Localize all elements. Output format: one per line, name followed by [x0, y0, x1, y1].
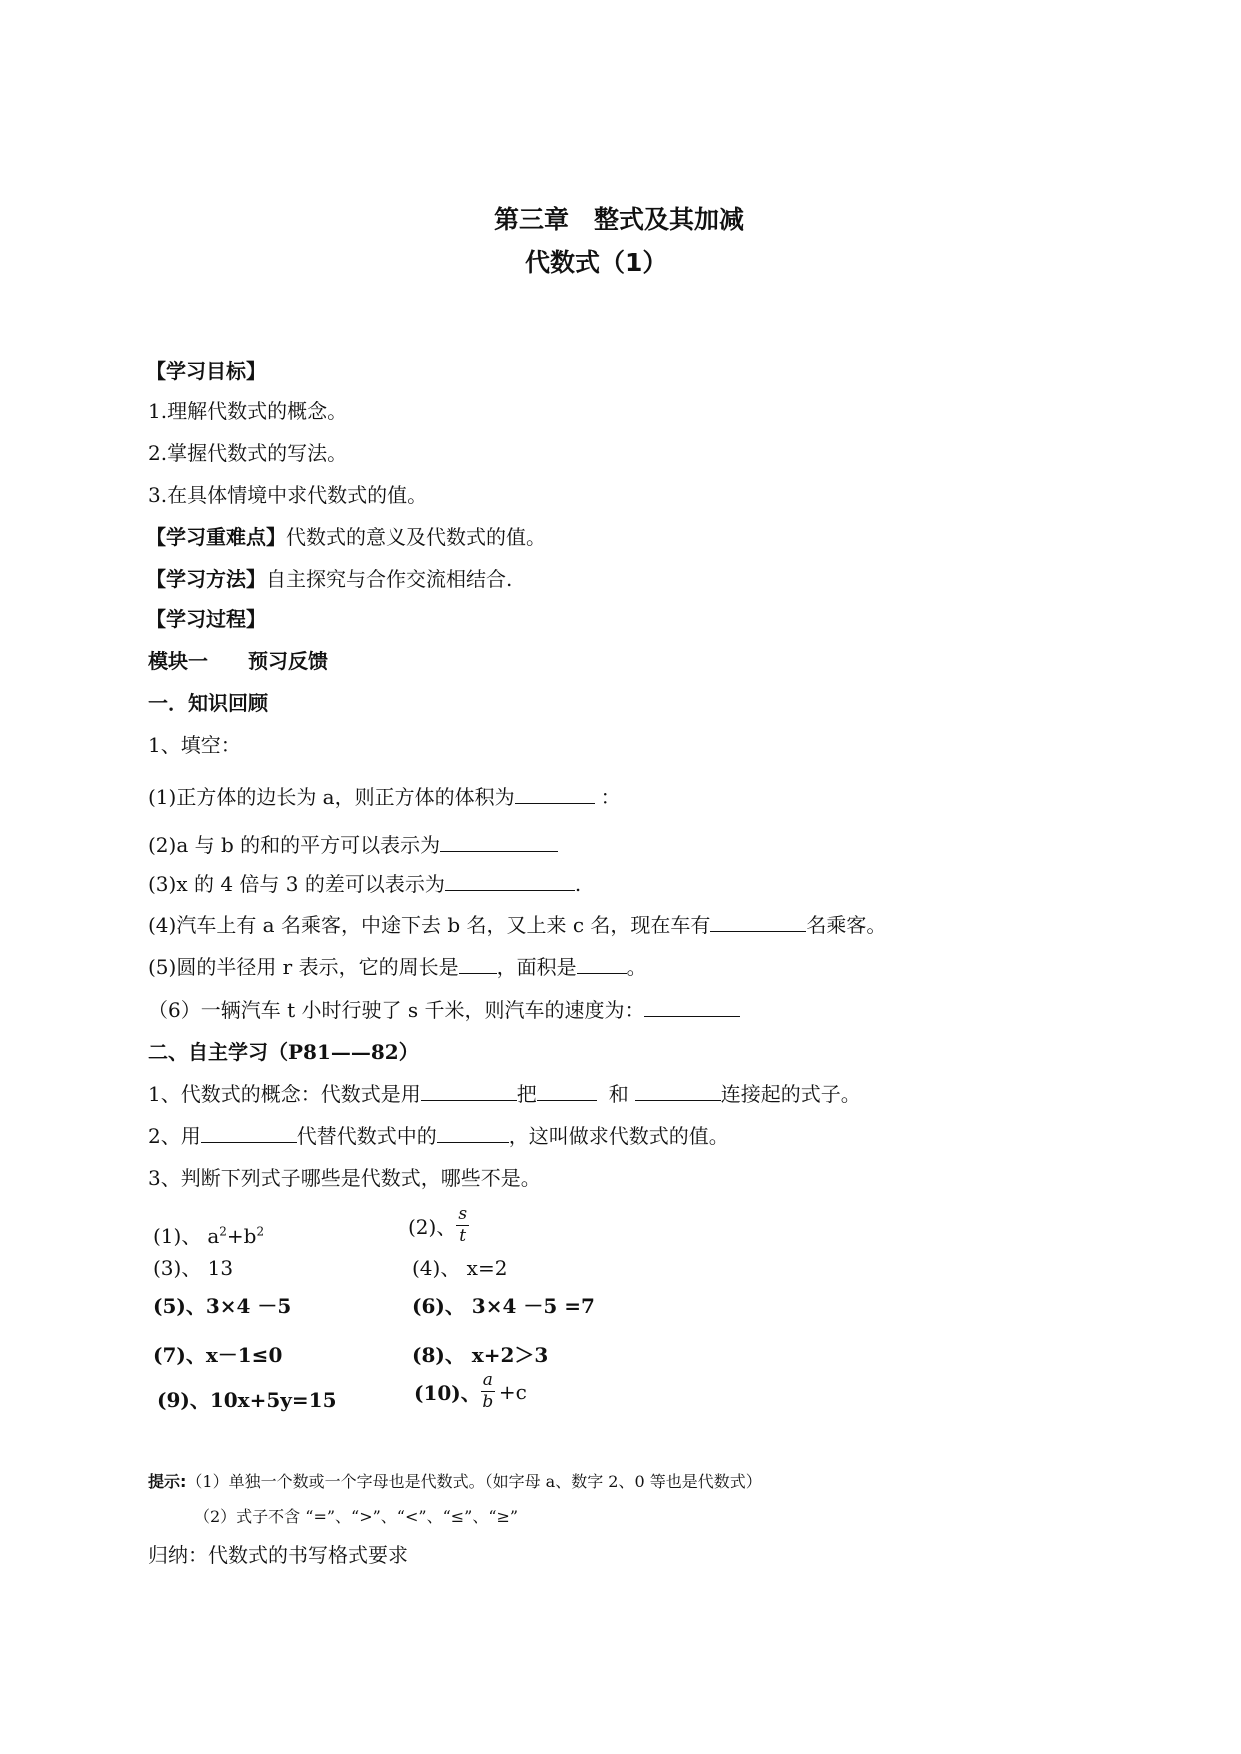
line-text: 1、代数式的概念：代数式是用 [148, 1082, 421, 1106]
evaluate-line [148, 1120, 729, 1149]
expression-2 [408, 1206, 469, 1245]
objective-item: 3.在具体情境中求代数式的值。 [148, 483, 428, 507]
section2-heading: 二、自主学习（P81——82） [148, 1040, 419, 1064]
study-method [146, 563, 512, 592]
answer-blank[interactable] [644, 998, 740, 1017]
chapter-title: 第三章 整式及其加减 [494, 205, 745, 234]
study-method-label: 【学习方法】 [146, 567, 266, 591]
objective-item: 1.理解代数式的概念。 [148, 399, 348, 423]
lesson-title: 代数式（1） [525, 248, 668, 277]
key-points-label: 【学习重难点】 [146, 525, 286, 549]
exponent: 2 [256, 1224, 265, 1239]
answer-blank[interactable] [515, 785, 595, 804]
answer-blank[interactable] [635, 1082, 721, 1101]
expression-7: (7)、x－1≤0 [153, 1343, 283, 1367]
section1-heading: 一．知识回顾 [148, 691, 268, 715]
line-text: 和 [608, 1082, 629, 1106]
question-text: (5)圆的半径用 r 表示，它的周长是 [148, 955, 459, 979]
expression-label: (2)、 [408, 1215, 457, 1239]
question-6 [148, 994, 740, 1023]
answer-blank[interactable] [537, 1082, 597, 1101]
answer-blank[interactable] [445, 872, 575, 891]
numerator: a [482, 1370, 493, 1390]
module-heading: 模块一 预习反馈 [148, 649, 328, 673]
answer-blank[interactable] [459, 955, 497, 974]
answer-blank[interactable] [440, 833, 558, 852]
expression-8: (8)、 x+2＞3 [412, 1343, 549, 1367]
answer-blank[interactable] [201, 1124, 297, 1143]
question-text: . [574, 872, 582, 896]
expression-5: (5)、3×4 －5 [153, 1294, 292, 1318]
judge-line: 3、判断下列式子哪些是代数式，哪些不是。 [148, 1166, 541, 1190]
question-text: （6）一辆汽车 t 小时行驶了 s 千米，则汽车的速度为： [148, 998, 645, 1022]
expression-9: (9)、10x+5y=15 [157, 1388, 337, 1412]
question-5 [148, 951, 647, 980]
expression-label: (1)、 [153, 1224, 202, 1248]
line-text: 代替代数式中的 [296, 1124, 437, 1148]
fraction [456, 1206, 469, 1245]
key-points-text: 代数式的意义及代数式的值。 [286, 525, 546, 549]
hint-1 [148, 1469, 762, 1492]
expression-4: (4)、 x=2 [412, 1256, 508, 1280]
question-text: (2)a 与 b 的和的平方可以表示为 [148, 833, 441, 857]
denominator: b [482, 1392, 494, 1412]
objectives-heading: 【学习目标】 [146, 359, 266, 383]
expression-1 [153, 1220, 264, 1249]
objective-item: 2.掌握代数式的写法。 [148, 441, 348, 465]
hint-label: 提示: [148, 1472, 187, 1491]
answer-blank[interactable] [710, 913, 806, 932]
expression-term: +b [226, 1224, 257, 1248]
line-text: 把 [516, 1082, 537, 1106]
exponent: 2 [219, 1224, 227, 1239]
expression-term: +c [498, 1379, 527, 1404]
expression-6: (6)、 3×4 －5 =7 [412, 1294, 595, 1318]
question-text: 名乘客。 [806, 913, 887, 937]
line-text: ，这叫做求代数式的值。 [508, 1124, 729, 1148]
fill-title: 1、填空： [148, 733, 241, 757]
fraction [481, 1372, 495, 1411]
line-text: 2、用 [148, 1124, 201, 1148]
answer-blank[interactable] [437, 1124, 509, 1143]
hint-text: （1）单独一个数或一个字母也是代数式。（如字母 a、数字 2、0 等也是代数式） [186, 1472, 762, 1491]
expression-10 [414, 1372, 527, 1411]
expression-term: a [207, 1224, 220, 1248]
question-2 [148, 829, 558, 858]
study-method-text: 自主探究与合作交流相结合. [266, 567, 513, 591]
answer-blank[interactable] [577, 955, 627, 974]
concept-line [148, 1078, 861, 1107]
question-3 [148, 868, 581, 897]
key-points [146, 521, 546, 550]
question-4 [148, 909, 886, 938]
question-text: (1)正方体的边长为 a，则正方体的体积为 [148, 785, 515, 809]
question-text: ，面积是 [496, 955, 577, 979]
question-text: 。 [626, 955, 647, 979]
hint-2: （2）式子不含 “=”、“>”、“<”、“≤”、“≥” [194, 1507, 519, 1526]
expression-3: (3)、 13 [153, 1256, 234, 1280]
question-text: (4)汽车上有 a 名乘客，中途下去 b 名，又上来 c 名，现在车有 [148, 913, 711, 937]
numerator: s [458, 1204, 468, 1224]
expression-label: (10)、 [414, 1381, 481, 1405]
question-text: ： [600, 785, 621, 809]
question-text: (3)x 的 4 倍与 3 的差可以表示为 [148, 872, 445, 896]
process-heading: 【学习过程】 [146, 607, 266, 631]
question-1 [148, 781, 621, 810]
answer-blank[interactable] [421, 1082, 517, 1101]
summary-line: 归纳：代数式的书写格式要求 [148, 1543, 408, 1567]
denominator: t [459, 1226, 467, 1246]
line-text: 连接起的式子。 [720, 1082, 861, 1106]
